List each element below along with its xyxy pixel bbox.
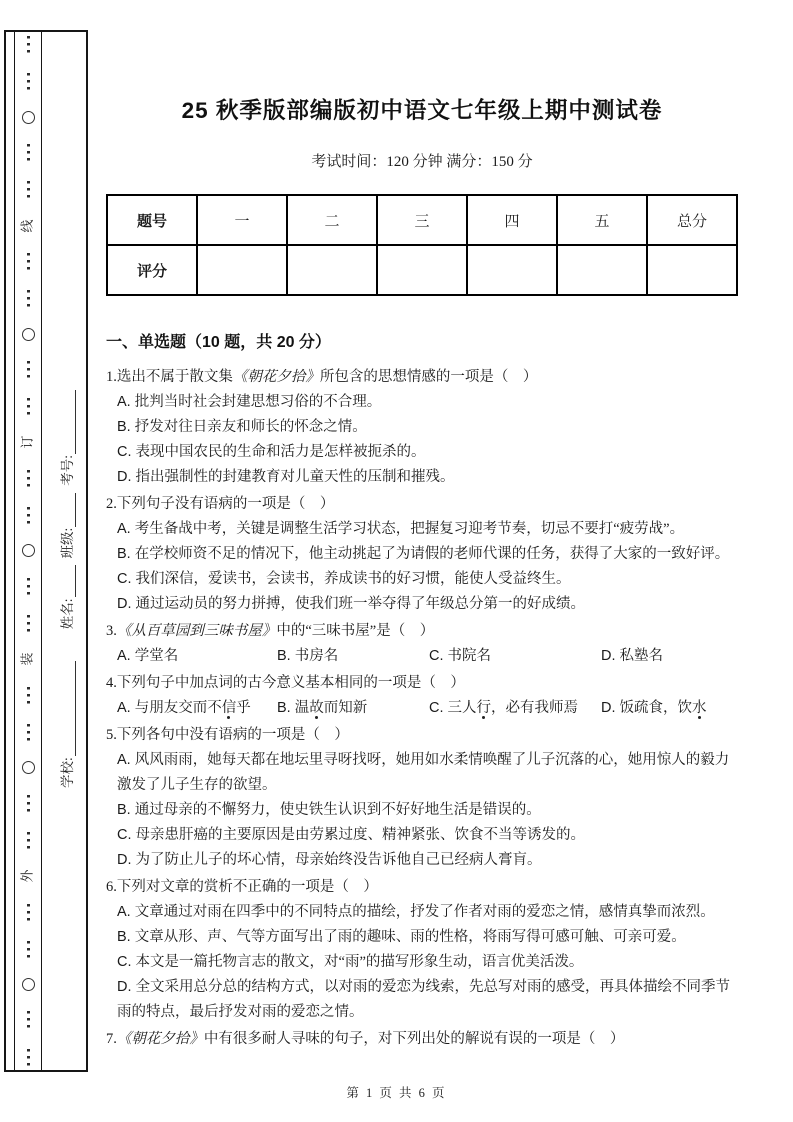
dash-group [27,1011,30,1028]
dash-group [27,832,30,849]
question-stem [106,723,738,748]
dash-group [27,941,30,958]
option-A [106,748,738,798]
exam-info: 考试时间：120 分钟 满分：150 分 [311,154,533,170]
dash-group [27,687,30,704]
dash-group [27,144,30,161]
option-letter: B. [117,929,135,945]
option-B [106,798,738,823]
text-run: 饭疏食，饮 [619,700,693,716]
score-col-4: 四 [467,195,557,245]
score-table-corner: 题号 [107,195,197,245]
score-col-3: 三 [377,195,467,245]
option-B [106,542,738,567]
option-A [106,696,266,721]
text-run: 本文是一篇托物言志的散文，对“雨”的描写形象生动，语言优美活泼。 [135,954,584,970]
score-cell-3 [377,245,467,295]
text-run: 在学校师资不足的情况下，他主动挑起了为请假的老师代课的任务，获得了大家的一致好评。 [134,546,730,562]
options [106,517,738,617]
option-letter: C. [117,827,136,843]
info-field-label: 姓名: [60,598,75,630]
options [106,696,738,721]
question-stem [106,492,738,517]
question-stem [106,365,738,390]
text-run: 通过运动员的努力拼搏，使我们班一举夺得了年级总分第一的好成绩。 [135,596,586,612]
info-field-blank-line [72,390,76,454]
text-run: 温 [294,700,310,716]
question-stem [106,875,738,900]
text-run: 3. [106,623,117,639]
question-stem [106,619,738,644]
text-run: 表现中国农民的生命和活力是怎样被扼杀的。 [135,444,426,460]
options [106,390,738,490]
option-A [106,517,738,542]
option-letter: D. [601,648,620,664]
binding-char: 订 [19,435,35,449]
option-D [106,848,738,873]
dash-group [27,73,30,90]
text-run: 1.选出不属于散文集 [106,369,233,385]
binding-column [16,36,40,1066]
score-table-header-row [107,195,737,245]
question-block-2 [106,492,738,617]
info-field [56,661,76,788]
question-block-6 [106,875,738,1025]
score-cell-1 [197,245,287,295]
option-C [106,823,738,848]
question-block-3 [106,619,738,669]
question-block-1 [106,365,738,490]
option-letter: C. [117,571,136,587]
score-cell-total [647,245,737,295]
option-B [266,696,418,721]
dash-group [27,361,30,378]
option-C [106,440,738,465]
text-run: 7. [106,1031,117,1047]
binding-margin-divider-inner [41,30,42,1072]
text-run: 而知新 [323,700,368,716]
dash-group [27,904,30,921]
option-letter: D. [117,979,136,995]
text-run: 风风雨雨，她每天都在地坛里寻呀找呀，她用如水柔情唤醒了儿子沉落的心，她用惊人的毅力激发了儿子生存的欲望。 [117,752,730,793]
info-field-blank-line [72,661,76,756]
option-letter: D. [117,852,136,868]
score-table-eval-row [107,245,737,295]
question-block-4 [106,671,738,721]
info-field [56,565,76,629]
binding-margin-divider-outer [14,30,15,1072]
option-letter: C. [429,648,448,664]
dash-group [27,1049,30,1066]
text-run: 2.下列句子没有语病的一项是（ ） [106,496,335,512]
text-run: 我们深信，爱读书，会读书，养成读书的好习惯，能使人受益终生。 [135,571,571,587]
option-letter: C. [117,954,136,970]
score-col-5: 五 [557,195,647,245]
text-run: 全文采用总分总的结构方式，以对雨的爱恋为线索，先总写对雨的感受，再具体描绘不同季节雨的特点，最后抒发对雨的爱恋之情。 [117,979,731,1020]
main-content [106,0,738,1054]
binding-char: 装 [19,652,35,666]
dash-group [27,507,30,524]
option-A [106,900,738,925]
option-letter: A. [117,752,135,768]
text-run: 4.下列句子中加点词的古今意义基本相同的一项是（ ） [106,675,465,691]
text-run: 学堂名 [134,648,179,664]
dotted-word: 信 [221,700,237,716]
page-number-footer: 第 1 页 共 6 页 [346,1086,447,1100]
text-run: 5.下列各句中没有语病的一项是（ ） [106,727,349,743]
option-letter: A. [117,904,135,920]
text-run: 指出强制性的封建教育对儿童天性的压制和摧残。 [135,469,455,485]
dash-group [27,253,30,270]
question-stem [106,1027,738,1052]
score-col-2: 二 [287,195,377,245]
score-col-total: 总分 [647,195,737,245]
option-C [106,567,738,592]
option-C [418,644,590,669]
option-letter: A. [117,700,135,716]
section-header: 一、单选题（10 题，共 20 分） [106,334,331,351]
option-C [106,950,738,975]
text-run: ，必有我师焉 [491,700,579,716]
option-letter: D. [117,596,136,612]
info-field-label: 班级: [60,527,75,559]
questions [106,365,738,1052]
dash-group [27,290,30,307]
dash-group [27,795,30,812]
option-D [590,696,707,721]
text-run: 6.下列对文章的赏析不正确的一项是（ ） [106,879,378,895]
info-field [56,390,76,486]
option-B [106,415,738,440]
text-run: 抒发对往日亲友和师长的怀念之情。 [134,419,367,435]
text-run: 中的“三味书屋”是（ ） [276,623,435,639]
question-block-7 [106,1027,738,1052]
option-A [106,644,266,669]
options [106,644,738,669]
text-run: 中有很多耐人寻味的句子，对下列出处的解说有误的一项是（ ） [203,1031,625,1047]
text-run: 母亲患肝癌的主要原因是由劳累过度、精神紧张、饮食不当等诱发的。 [135,827,586,843]
dotted-word: 水 [692,700,707,716]
info-field [56,493,76,559]
score-cell-2 [287,245,377,295]
info-field-label: 考号: [60,454,75,486]
text-run: 批判当时社会封建思想习俗的不合理。 [134,394,382,410]
options [106,748,738,873]
text-run: 乎 [236,700,251,716]
option-letter: A. [117,394,135,410]
option-C [418,696,590,721]
dash-group [27,470,30,487]
text-run: 与朋友交而不 [134,700,222,716]
dash-group [27,181,30,198]
binding-circle [22,978,35,991]
option-letter: B. [117,419,135,435]
info-field-blank-line [72,565,76,597]
option-letter: D. [117,469,136,485]
dash-group [27,724,30,741]
binding-circle [22,111,35,124]
score-cell-5 [557,245,647,295]
option-letter: A. [117,521,135,537]
option-D [106,592,738,617]
option-letter: C. [429,700,448,716]
option-B [106,925,738,950]
text-run: 考生备战中考，关键是调整生活学习状态，把握复习迎考节奏，切忌不要打“疲劳战”。 [134,521,685,537]
page-title: 25 秋季版部编版初中语文七年级上期中测试卷 [181,98,663,123]
dotted-word: 故 [309,700,324,716]
option-letter: B. [277,700,295,716]
text-run: 书房名 [294,648,339,664]
text-run: 私塾名 [619,648,664,664]
binding-circle [22,761,35,774]
question-stem [106,671,738,696]
text-run: 三人 [447,700,477,716]
question-block-5 [106,723,738,873]
option-letter: B. [117,802,135,818]
option-B [266,644,418,669]
options [106,900,738,1025]
option-letter: A. [117,648,135,664]
text-run: 书院名 [447,648,492,664]
student-info-column [56,383,76,788]
option-letter: D. [601,700,620,716]
info-field-label: 学校: [60,757,75,788]
dash-group [27,398,30,415]
option-D [106,465,738,490]
option-D [590,644,663,669]
binding-circle [22,328,35,341]
dotted-word: 行 [476,700,492,716]
book-title-text: 《朝花夕拾》 [116,1031,204,1047]
text-run: 文章从形、声、气等方面写出了雨的趣味、雨的性格，将雨写得可感可触、可亲可爱。 [134,929,686,945]
option-letter: B. [277,648,295,664]
score-row-label: 评分 [107,245,197,295]
option-letter: C. [117,444,136,460]
score-table [106,194,738,296]
book-title-text: 《从百草园到三味书屋》 [116,623,277,639]
option-A [106,390,738,415]
option-D [106,975,738,1025]
option-letter: B. [117,546,135,562]
text-run: 所包含的思想情感的一项是（ ） [319,369,538,385]
book-title-text: 《朝花夕拾》 [232,369,320,385]
info-field-blank-line [72,493,76,527]
binding-char: 线 [19,219,35,233]
binding-char: 外 [19,869,35,883]
dash-group [27,36,30,53]
score-col-1: 一 [197,195,287,245]
text-run: 为了防止儿子的坏心情，母亲始终没告诉他自己已经病人膏肓。 [135,852,542,868]
text-run: 通过母亲的不懈努力，使史铁生认识到不好好地生活是错误的。 [134,802,541,818]
binding-circle [22,544,35,557]
dash-group [27,615,30,632]
text-run: 文章通过对雨在四季中的不同特点的描绘，抒发了作者对雨的爱恋之情，感情真挚而浓烈。 [134,904,715,920]
dash-group [27,578,30,595]
score-cell-4 [467,245,557,295]
